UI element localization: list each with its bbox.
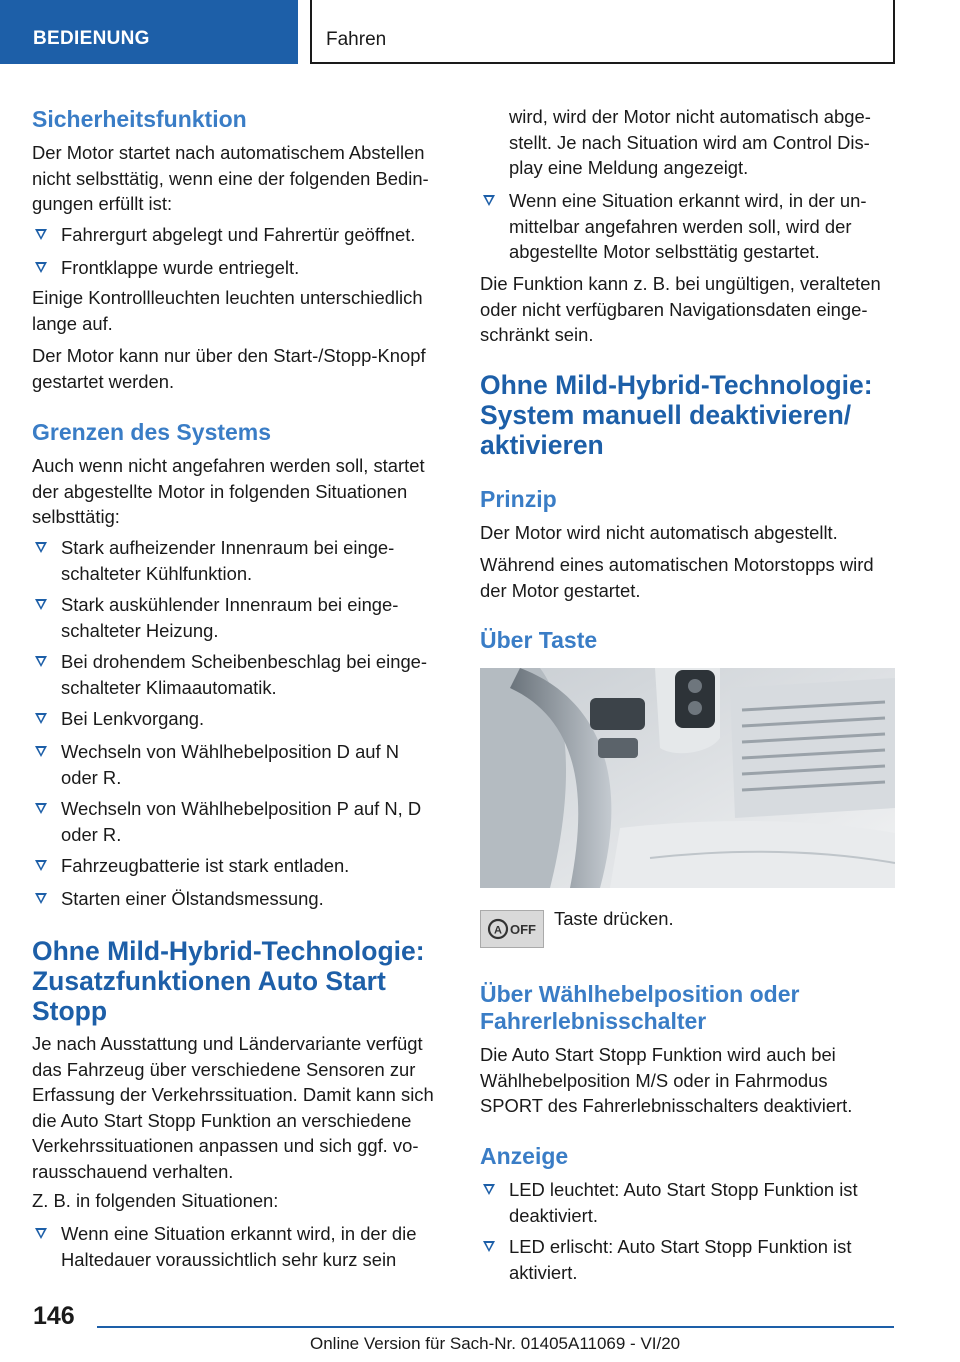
- paragraph: [32, 1188, 278, 1214]
- list-item-text: schalteter Klimaautomatik.: [61, 676, 277, 698]
- list-item-text: Bei Lenkvorgang.: [61, 708, 205, 729]
- auto-start-stop-off-button-icon: [480, 910, 544, 948]
- paragraph: [554, 906, 674, 932]
- bullet-continuation: [509, 104, 871, 181]
- triangle-bullet-icon: [35, 746, 47, 757]
- paragraph: [480, 1042, 852, 1119]
- triangle-bullet-icon: [35, 860, 47, 871]
- list-item-text: LED leuchtet: Auto Start Stopp Funktion ist: [509, 1179, 858, 1200]
- triangle-bullet-icon: [35, 656, 47, 667]
- heading-grenzen-des-systems: Grenzen des Systems: [32, 419, 272, 445]
- text-line: die Auto Start Stopp Funktion an verschiedene: [32, 1109, 412, 1131]
- triangle-bullet-icon: [35, 542, 47, 553]
- text-line: aktivieren: [480, 430, 604, 460]
- list-item-text: deaktiviert.: [509, 1204, 598, 1226]
- text-line: Über Wählhebelposition oder: [480, 981, 800, 1007]
- text-line: Wählhebelposition M/S oder in Fahrmodus: [480, 1069, 828, 1091]
- text-line: System manuell deaktivieren/: [480, 400, 852, 430]
- text-line: rausschauend verhalten.: [32, 1160, 234, 1182]
- text-line: Auch wenn nicht angefahren werden soll, startet: [32, 455, 425, 476]
- text-line: Die Funktion kann z. B. bei ungültigen, veralteten: [480, 273, 881, 294]
- triangle-bullet-icon: [35, 893, 47, 904]
- list-item-text: mittelbar angefahren werden soll, wird der: [509, 215, 852, 237]
- footer-online-version: Online Version für Sach-Nr. 01405A11069 - VI/20: [310, 1334, 681, 1353]
- text-line: der abgestellte Motor in folgenden Situationen: [32, 480, 408, 502]
- text-line: Je nach Ausstattung und Ländervariante verfügt: [32, 1033, 423, 1054]
- list-item-text: aktiviert.: [509, 1261, 578, 1283]
- text-line: oder nicht verfügbaren Navigationsdaten einge-: [480, 298, 868, 320]
- button-off-label: OFF: [510, 922, 536, 937]
- list-item-text: schalteter Kühlfunktion.: [61, 562, 253, 584]
- text-line: der Motor gestartet.: [480, 579, 641, 601]
- triangle-bullet-icon: [35, 713, 47, 724]
- list-item-text: oder R.: [61, 766, 122, 788]
- heading-ohne-mild-hybrid-zusatzfunktionen: [32, 936, 425, 1026]
- list-item: [32, 853, 448, 879]
- text-line: Einige Kontrollleuchten leuchten unterschiedlich: [32, 287, 423, 308]
- list-item: [32, 706, 448, 732]
- text-line: wird, wird der Motor nicht automatisch abge-: [509, 106, 871, 127]
- paragraph: [480, 271, 881, 348]
- list-item: [32, 1221, 448, 1272]
- list-item-text: oder R.: [61, 823, 122, 845]
- list-item-text: LED erlischt: Auto Start Stopp Funktion ist: [509, 1236, 852, 1257]
- text-line: Taste drücken.: [554, 908, 674, 929]
- triangle-bullet-icon: [35, 599, 47, 610]
- triangle-bullet-icon: [483, 195, 495, 206]
- list-item-text: Wenn eine Situation erkannt wird, in der die: [61, 1223, 417, 1244]
- text-line: stellt. Je nach Situation wird am Control Dis-: [509, 131, 870, 153]
- list-item-text: Starten einer Ölstandsmessung.: [61, 888, 324, 909]
- list-item: [32, 796, 448, 847]
- list-item-text: Haltedauer voraussichtlich sehr kurz sein: [61, 1248, 397, 1270]
- list-item: [32, 739, 448, 790]
- list-item: [32, 592, 448, 643]
- header-section-tab: [0, 0, 298, 64]
- heading-sicherheitsfunktion: Sicherheitsfunktion: [32, 106, 247, 132]
- heading-ohne-mild-hybrid-manuell: [480, 370, 873, 460]
- list-item-text: Stark auskühlender Innenraum bei einge-: [61, 594, 399, 615]
- text-line: Die Auto Start Stopp Funktion wird auch bei: [480, 1044, 836, 1065]
- text-line: Ohne Mild-Hybrid-Technologie:: [480, 370, 873, 400]
- paragraph: [32, 1031, 434, 1184]
- heading-anzeige: Anzeige: [480, 1143, 569, 1169]
- header-chapter-tab: [310, 0, 895, 64]
- text-line: Fahrerlebnisschalter: [480, 1008, 707, 1034]
- text-line: Verkehrssituationen anpassen und sich ggf. vo-: [32, 1135, 419, 1156]
- list-item-text: Stark aufheizender Innenraum bei einge-: [61, 537, 395, 558]
- header-section-label: BEDIENUNG: [33, 28, 150, 49]
- list-item: [32, 535, 448, 586]
- text-line: gestartet werden.: [32, 370, 175, 392]
- list-item: [480, 1234, 896, 1285]
- page-number: 146: [33, 1302, 75, 1330]
- cockpit-photo: [480, 668, 895, 888]
- paragraph: [32, 140, 429, 217]
- list-item-text: Wenn eine Situation erkannt wird, in der un-: [509, 190, 867, 211]
- text-line: Der Motor wird nicht automatisch abgestellt.: [480, 522, 838, 543]
- triangle-bullet-icon: [35, 1228, 47, 1239]
- list-item: [32, 255, 448, 281]
- text-line: play eine Meldung angezeigt.: [509, 157, 749, 178]
- text-line: schränkt sein.: [480, 324, 594, 345]
- paragraph: [480, 520, 838, 546]
- heading-ueber-waehlhebelposition: [480, 981, 799, 1035]
- triangle-bullet-icon: [35, 803, 47, 814]
- text-line: Ohne Mild-Hybrid-Technologie:: [32, 936, 425, 966]
- list-item-text: Fahrzeugbatterie ist stark entladen.: [61, 855, 350, 876]
- triangle-bullet-icon: [35, 229, 47, 240]
- list-item-text: Bei drohendem Scheibenbeschlag bei einge-: [61, 651, 428, 672]
- list-item: [480, 188, 896, 265]
- triangle-bullet-icon: [483, 1241, 495, 1252]
- text-line: SPORT des Fahrerlebnisschalters deaktiviert.: [480, 1095, 853, 1116]
- list-item-text: Frontklappe wurde entriegelt.: [61, 257, 300, 278]
- list-item-text: Wechseln von Wählhebelposition D auf N: [61, 741, 400, 762]
- list-item-text: schalteter Heizung.: [61, 619, 219, 641]
- list-item-text: abgestellte Motor selbsttätig gestartet.: [509, 241, 820, 262]
- triangle-bullet-icon: [35, 262, 47, 273]
- text-line: Der Motor startet nach automatischem Abstellen: [32, 142, 425, 163]
- header-chapter-label: Fahren: [326, 29, 387, 50]
- triangle-bullet-icon: [483, 1184, 495, 1195]
- text-line: Während eines automatischen Motorstopps wird: [480, 554, 874, 575]
- text-line: Z. B. in folgenden Situationen:: [32, 1190, 279, 1211]
- list-item: [32, 222, 448, 248]
- text-line: das Fahrzeug über verschiedene Sensoren zur: [32, 1058, 416, 1080]
- text-line: nicht selbsttätig, wenn eine der folgenden Bedin-: [32, 167, 429, 189]
- text-line: selbsttätig:: [32, 506, 120, 527]
- footer-rule: [97, 1326, 894, 1328]
- paragraph: [32, 285, 423, 336]
- text-line: lange auf.: [32, 312, 113, 334]
- text-line: Erfassung der Verkehrssituation. Damit kann sich: [32, 1084, 434, 1105]
- list-item-text: Wechseln von Wählhebelposition P auf N, D: [61, 798, 422, 819]
- heading-prinzip: Prinzip: [480, 486, 557, 512]
- paragraph: [32, 453, 425, 530]
- paragraph: [32, 343, 426, 394]
- list-item: [32, 649, 448, 700]
- text-line: Der Motor kann nur über den Start-/Stopp-Knopf: [32, 345, 426, 366]
- list-item: [480, 1177, 896, 1228]
- paragraph: [480, 552, 874, 603]
- text-line: gungen erfüllt ist:: [32, 193, 173, 214]
- heading-ueber-taste: Über Taste: [480, 627, 598, 653]
- list-item: [32, 886, 448, 912]
- list-item-text: Fahrergurt abgelegt und Fahrertür geöffnet.: [61, 224, 416, 245]
- text-line: Zusatzfunktionen Auto Start: [32, 966, 386, 996]
- text-line: Stopp: [32, 996, 108, 1026]
- svg-text:A: A: [494, 924, 502, 937]
